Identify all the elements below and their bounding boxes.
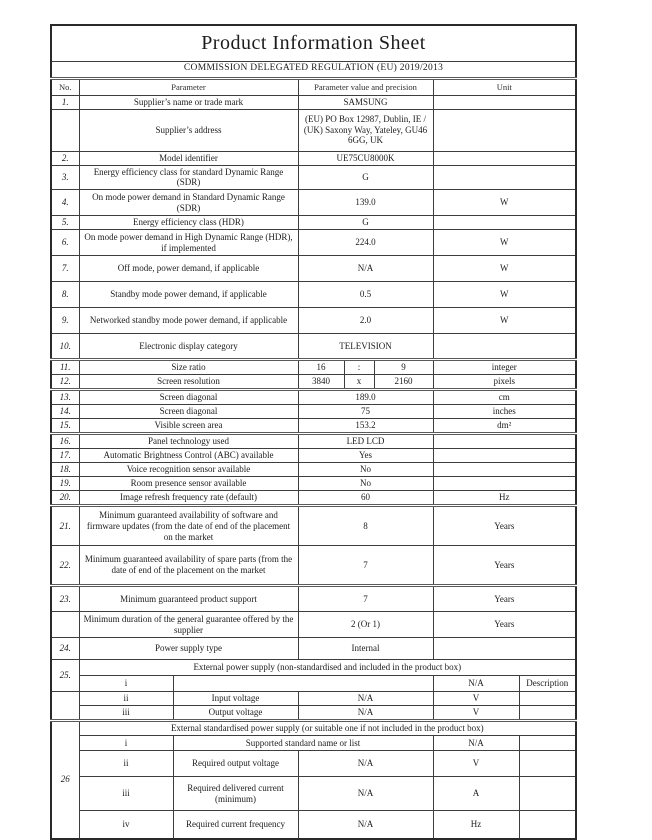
- value-cell: N/A: [298, 811, 433, 839]
- row-number: 13.: [51, 390, 79, 405]
- unit-cell: [433, 334, 576, 360]
- row-number: 23.: [51, 586, 79, 612]
- value-cell: G: [298, 165, 433, 190]
- row-number: 24.: [51, 638, 79, 660]
- value-cell-b: 2160: [374, 375, 433, 390]
- parameter-label: On mode power demand in Standard Dynamic Range (SDR): [79, 190, 298, 216]
- parameter-label: Image refresh frequency rate (default): [79, 491, 298, 506]
- row-number: [51, 109, 79, 151]
- sub-parameter: Required output voltage: [173, 751, 298, 777]
- row-number: 22.: [51, 546, 79, 586]
- sub-index: ii: [79, 751, 173, 777]
- value-cell: 0.5: [298, 282, 433, 308]
- parameter-label: Size ratio: [79, 360, 298, 375]
- parameter-label: Voice recognition sensor available: [79, 463, 298, 477]
- sub-parameter: Required delivered current (minimum): [173, 777, 298, 811]
- description-cell: [519, 777, 576, 811]
- unit-cell: pixels: [433, 375, 576, 390]
- unit-cell: cm: [433, 390, 576, 405]
- value-cell: 75: [298, 405, 433, 419]
- unit-cell: [433, 109, 576, 151]
- value-cell-sep: :: [344, 360, 374, 375]
- description-cell: [519, 811, 576, 839]
- value-cell: SAMSUNG: [298, 95, 433, 109]
- parameter-label: Networked standby mode power demand, if applicable: [79, 308, 298, 334]
- sub-parameter: Supported standard name or list: [173, 736, 433, 751]
- regulation-subtitle: COMMISSION DELEGATED REGULATION (EU) 2019/2013: [51, 61, 576, 78]
- sub-parameter: [173, 676, 433, 692]
- unit-cell: A: [433, 777, 519, 811]
- value-cell: Yes: [298, 449, 433, 463]
- unit-cell: V: [433, 751, 519, 777]
- product-information-sheet: [50, 24, 577, 840]
- value-cell: No: [298, 477, 433, 491]
- row-number: 15.: [51, 419, 79, 434]
- row-number: 11.: [51, 360, 79, 375]
- row-number: 25.: [51, 660, 79, 692]
- row-number: 26: [51, 721, 79, 839]
- unit-cell: W: [433, 256, 576, 282]
- parameter-label: Energy efficiency class for standard Dynamic Range (SDR): [79, 165, 298, 190]
- unit-cell: V: [433, 706, 519, 721]
- value-cell: 7: [298, 586, 433, 612]
- value-cell: N/A: [298, 706, 433, 721]
- value-cell: G: [298, 216, 433, 230]
- unit-cell: Years: [433, 586, 576, 612]
- value-cell: (EU) PO Box 12987, Dublin, IE / (UK) Saxony Way, Yateley, GU46 6GG, UK: [298, 109, 433, 151]
- parameter-label: Panel technology used: [79, 434, 298, 449]
- value-cell: 2.0: [298, 308, 433, 334]
- unit-cell: V: [433, 692, 519, 706]
- sub-parameter: Input voltage: [173, 692, 298, 706]
- parameter-label: Off mode, power demand, if applicable: [79, 256, 298, 282]
- row-number: 19.: [51, 477, 79, 491]
- parameter-label: Power supply type: [79, 638, 298, 660]
- row-number: 2.: [51, 151, 79, 165]
- parameter-label: Minimum guaranteed availability of software and firmware updates (from the date of end of the placement on the market: [79, 506, 298, 546]
- unit-cell: [433, 449, 576, 463]
- description-cell: [519, 751, 576, 777]
- description-cell: Description: [519, 676, 576, 692]
- parameter-label: Model identifier: [79, 151, 298, 165]
- row-number: 5.: [51, 216, 79, 230]
- value-cell: 189.0: [298, 390, 433, 405]
- unit-cell: Years: [433, 546, 576, 586]
- parameter-label: Minimum guaranteed availability of spare parts (from the date of end of the placement on the market: [79, 546, 298, 586]
- value-cell: TELEVISION: [298, 334, 433, 360]
- page-title: Product Information Sheet: [51, 25, 576, 61]
- row-number: 8.: [51, 282, 79, 308]
- unit-cell: N/A: [433, 736, 519, 751]
- unit-cell: [433, 463, 576, 477]
- parameter-label: Minimum guaranteed product support: [79, 586, 298, 612]
- parameter-label: Room presence sensor available: [79, 477, 298, 491]
- unit-cell: W: [433, 308, 576, 334]
- description-cell: [519, 736, 576, 751]
- section26-header: External standardised power supply (or suitable one if not included in the product box): [79, 721, 576, 736]
- col-header-unit: Unit: [433, 78, 576, 95]
- unit-cell: W: [433, 230, 576, 256]
- value-cell-a: 3840: [298, 375, 344, 390]
- value-cell: LED LCD: [298, 434, 433, 449]
- row-number: 3.: [51, 165, 79, 190]
- value-cell: UE75CU8000K: [298, 151, 433, 165]
- value-cell: 2 (Or 1): [298, 612, 433, 638]
- description-cell: [519, 706, 576, 721]
- sub-index: iii: [79, 706, 173, 721]
- parameter-label: Screen resolution: [79, 375, 298, 390]
- product-info-table: [50, 24, 577, 840]
- unit-cell: [433, 477, 576, 491]
- value-cell: No: [298, 463, 433, 477]
- value-cell: 139.0: [298, 190, 433, 216]
- sub-index: i: [79, 676, 173, 692]
- sub-index: iii: [79, 777, 173, 811]
- unit-cell: Hz: [433, 491, 576, 506]
- value-cell-sep: x: [344, 375, 374, 390]
- value-cell-b: 9: [374, 360, 433, 375]
- row-number: [51, 612, 79, 638]
- unit-cell: W: [433, 282, 576, 308]
- row-number: 7.: [51, 256, 79, 282]
- value-cell: N/A: [298, 692, 433, 706]
- parameter-label: Minimum duration of the general guarantee offered by the supplier: [79, 612, 298, 638]
- value-cell: 7: [298, 546, 433, 586]
- parameter-label: Electronic display category: [79, 334, 298, 360]
- value-cell: N/A: [298, 777, 433, 811]
- sub-index: ii: [79, 692, 173, 706]
- value-cell-a: 16: [298, 360, 344, 375]
- value-cell: N/A: [298, 256, 433, 282]
- value-cell: 224.0: [298, 230, 433, 256]
- unit-cell: inches: [433, 405, 576, 419]
- unit-cell: [433, 638, 576, 660]
- value-cell: 8: [298, 506, 433, 546]
- row-number: [51, 692, 79, 721]
- unit-cell: Years: [433, 612, 576, 638]
- parameter-label: Visible screen area: [79, 419, 298, 434]
- unit-cell: [433, 95, 576, 109]
- parameter-label: Supplier’s address: [79, 109, 298, 151]
- unit-cell: N/A: [433, 676, 519, 692]
- row-number: 1.: [51, 95, 79, 109]
- row-number: 4.: [51, 190, 79, 216]
- unit-cell: [433, 216, 576, 230]
- value-cell: N/A: [298, 751, 433, 777]
- sub-index: i: [79, 736, 173, 751]
- value-cell: Internal: [298, 638, 433, 660]
- row-number: 20.: [51, 491, 79, 506]
- sub-parameter: Required current frequency: [173, 811, 298, 839]
- unit-cell: integer: [433, 360, 576, 375]
- row-number: 14.: [51, 405, 79, 419]
- parameter-label: On mode power demand in High Dynamic Range (HDR), if implemented: [79, 230, 298, 256]
- row-number: 18.: [51, 463, 79, 477]
- parameter-label: Screen diagonal: [79, 390, 298, 405]
- parameter-label: Automatic Brightness Control (ABC) available: [79, 449, 298, 463]
- unit-cell: Years: [433, 506, 576, 546]
- row-number: 9.: [51, 308, 79, 334]
- col-header-value: Parameter value and precision: [298, 78, 433, 95]
- row-number: 10.: [51, 334, 79, 360]
- row-number: 16.: [51, 434, 79, 449]
- unit-cell: [433, 165, 576, 190]
- col-header-parameter: Parameter: [79, 78, 298, 95]
- description-cell: [519, 692, 576, 706]
- unit-cell: [433, 151, 576, 165]
- sub-parameter: Output voltage: [173, 706, 298, 721]
- parameter-label: Screen diagonal: [79, 405, 298, 419]
- unit-cell: [433, 434, 576, 449]
- unit-cell: Hz: [433, 811, 519, 839]
- row-number: 21.: [51, 506, 79, 546]
- row-number: 6.: [51, 230, 79, 256]
- parameter-label: Energy efficiency class (HDR): [79, 216, 298, 230]
- sub-index: iv: [79, 811, 173, 839]
- unit-cell: dm²: [433, 419, 576, 434]
- section25-header: External power supply (non-standardised and included in the product box): [79, 660, 576, 676]
- unit-cell: W: [433, 190, 576, 216]
- row-number: 17.: [51, 449, 79, 463]
- parameter-label: Standby mode power demand, if applicable: [79, 282, 298, 308]
- row-number: 12.: [51, 375, 79, 390]
- col-header-no: No.: [51, 78, 79, 95]
- value-cell: 60: [298, 491, 433, 506]
- value-cell: 153.2: [298, 419, 433, 434]
- parameter-label: Supplier’s name or trade mark: [79, 95, 298, 109]
